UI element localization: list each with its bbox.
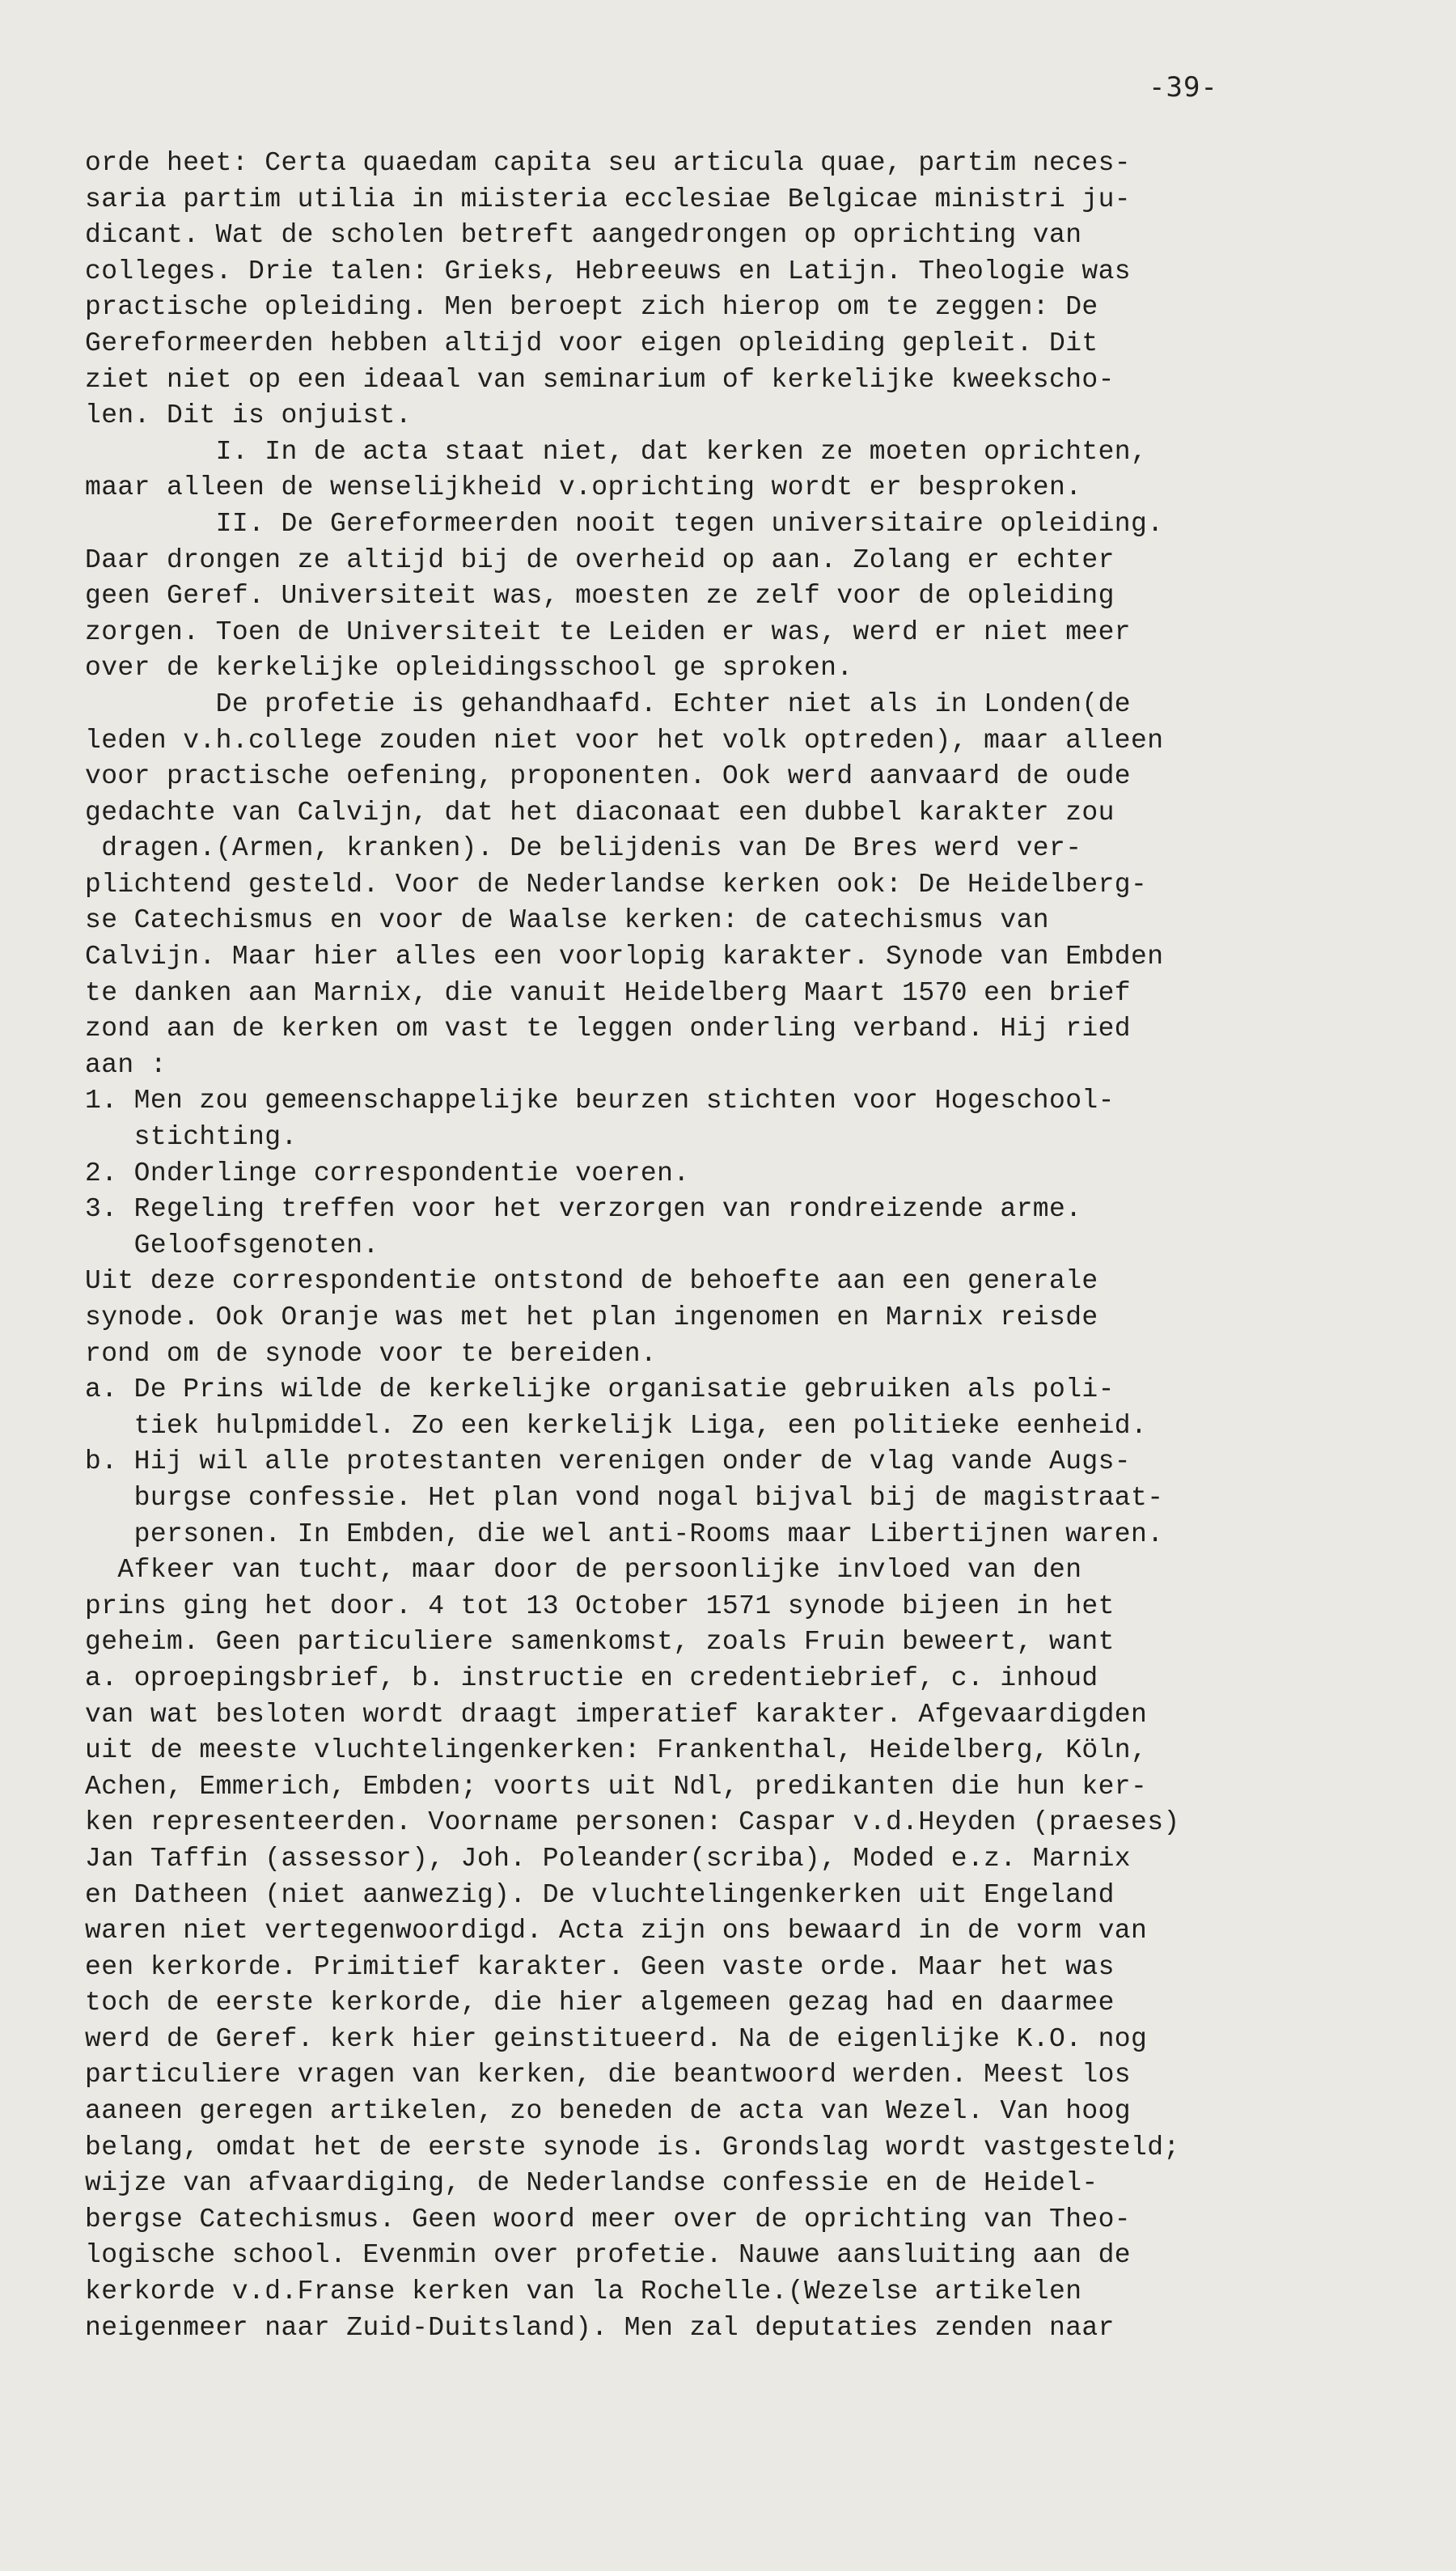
text-line: rond om de synode voor te bereiden. [85,1338,658,1369]
text-line: De profetie is gehandhaafd. Echter niet als in Londen(de [85,688,1132,719]
text-line: aan : [85,1049,167,1080]
text-line: Geloofsgenoten. [85,1230,379,1260]
text-line: a. oproepingsbrief, b. instructie en credentiebrief, c. inhoud [85,1662,1098,1693]
text-line: Gereformeerden hebben altijd voor eigen opleiding gepleit. Dit [85,328,1098,358]
text-line: len. Dit is onjuist. [85,400,413,431]
text-line: 2. Onderlinge correspondentie voeren. [85,1158,690,1188]
text-line: I. In de acta staat niet, dat kerken ze moeten oprichten, [85,436,1148,467]
text-line: ziet niet op een ideaal van seminarium of kerkelijke kweekscho- [85,364,1115,395]
text-line: Achen, Emmerich, Embden; voorts uit Ndl, predikanten die hun ker- [85,1771,1148,1802]
text-line: een kerkorde. Primitief karakter. Geen vaste orde. Maar het was [85,1951,1115,1982]
text-line: personen. In Embden, die wel anti-Rooms maar Libertijnen waren. [85,1518,1164,1549]
text-line: plichtend gesteld. Voor de Nederlandse kerken ook: De Heidelberg- [85,869,1148,900]
text-line: Jan Taffin (assessor), Joh. Poleander(scriba), Moded e.z. Marnix [85,1843,1132,1874]
text-line: voor practische oefening, proponenten. Ook werd aanvaard de oude [85,761,1132,792]
text-line: synode. Ook Oranje was met het plan ingenomen en Marnix reisde [85,1302,1098,1332]
text-line: prins ging het door. 4 tot 13 October 1571 synode bijeen in het [85,1590,1115,1621]
text-line: dragen.(Armen, kranken). De belijdenis van De Bres werd ver- [85,833,1082,864]
text-line: gedachte van Calvijn, dat het diaconaat een dubbel karakter zou [85,797,1115,828]
text-line: van wat besloten wordt draagt imperatief karakter. Afgevaardigden [85,1699,1148,1730]
text-line: toch de eerste kerkorde, die hier algemeen gezag had en daarmee [85,1988,1115,2018]
text-line: Daar drongen ze altijd bij de overheid op aan. Zolang er echter [85,544,1115,575]
text-line: tiek hulpmiddel. Zo een kerkelijk Liga, een politieke eenheid. [85,1410,1148,1441]
text-line: stichting. [85,1122,298,1153]
text-line: logische school. Evenmin over profetie. Nauwe aansluiting aan de [85,2240,1132,2271]
text-line: bergse Catechismus. Geen woord meer over de oprichting van Theo- [85,2204,1132,2234]
text-line: zorgen. Toen de Universiteit te Leiden er was, werd er niet meer [85,616,1132,647]
page-number: -39- [1149,71,1218,104]
text-line: kerkorde v.d.Franse kerken van la Rochelle.(Wezelse artikelen [85,2277,1082,2307]
text-line: leden v.h.college zouden niet voor het volk optreden), maar alleen [85,725,1164,756]
text-line: en Datheen (niet aanwezig). De vluchtelingenkerken uit Engeland [85,1879,1115,1910]
text-line: belang, omdat het de eerste synode is. Grondslag wordt vastgesteld; [85,2132,1180,2162]
text-line: Afkeer van tucht, maar door de persoonlijke invloed van den [85,1555,1082,1586]
text-line: geheim. Geen particuliere samenkomst, zoals Fruin beweert, want [85,1627,1115,1658]
text-line: colleges. Drie talen: Grieks, Hebreeuws en Latijn. Theologie was [85,256,1132,286]
typewritten-text-body [85,146,1412,2346]
text-line: a. De Prins wilde de kerkelijke organisatie gebruiken als poli- [85,1374,1115,1405]
text-line: burgse confessie. Het plan vond nogal bijval bij de magistraat- [85,1482,1164,1513]
text-line: zond aan de kerken om vast te leggen onderling verband. Hij ried [85,1014,1132,1044]
text-line: Uit deze correspondentie ontstond de behoefte aan een generale [85,1266,1098,1297]
text-line: waren niet vertegenwoordigd. Acta zijn ons bewaard in de vorm van [85,1916,1148,1946]
text-line: se Catechismus en voor de Waalse kerken: de catechismus van [85,905,1049,936]
text-line: 1. Men zou gemeenschappelijke beurzen stichten voor Hogeschool- [85,1086,1115,1116]
text-line: II. De Gereformeerden nooit tegen universitaire opleiding. [85,508,1164,539]
text-line: practische opleiding. Men beroept zich hierop om te zeggen: De [85,292,1098,323]
text-line: uit de meeste vluchtelingenkerken: Frankenthal, Heidelberg, Köln, [85,1735,1148,1766]
text-line: dicant. Wat de scholen betreft aangedrongen op oprichting van [85,220,1082,251]
text-line: Calvijn. Maar hier alles een voorlopig karakter. Synode van Embden [85,942,1164,972]
text-line: werd de Geref. kerk hier geinstitueerd. Na de eigenlijke K.O. nog [85,2023,1148,2054]
text-line: orde heet: Certa quaedam capita seu articula quae, partim neces- [85,148,1132,178]
text-line: saria partim utilia in miisteria ecclesiae Belgicae ministri ju- [85,184,1132,214]
text-line: wijze van afvaardiging, de Nederlandse confessie en de Heidel- [85,2168,1098,2199]
text-line: te danken aan Marnix, die vanuit Heidelberg Maart 1570 een brief [85,977,1132,1008]
text-line: 3. Regeling treffen voor het verzorgen van rondreizende arme. [85,1194,1082,1225]
text-line: over de kerkelijke opleidingsschool ge sproken. [85,653,853,684]
text-line: b. Hij wil alle protestanten verenigen onder de vlag vande Augs- [85,1446,1132,1477]
text-line: aaneen geregen artikelen, zo beneden de acta van Wezel. Van hoog [85,2096,1132,2127]
text-line: particuliere vragen van kerken, die beantwoord werden. Meest los [85,2060,1132,2090]
text-line: maar alleen de wenselijkheid v.oprichting wordt er besproken. [85,472,1082,503]
text-line: ken representeerden. Voorname personen: Caspar v.d.Heyden (praeses) [85,1807,1180,1838]
text-line: geen Geref. Universiteit was, moesten ze zelf voor de opleiding [85,581,1115,612]
text-line: neigenmeer naar Zuid-Duitsland). Men zal deputaties zenden naar [85,2312,1115,2343]
